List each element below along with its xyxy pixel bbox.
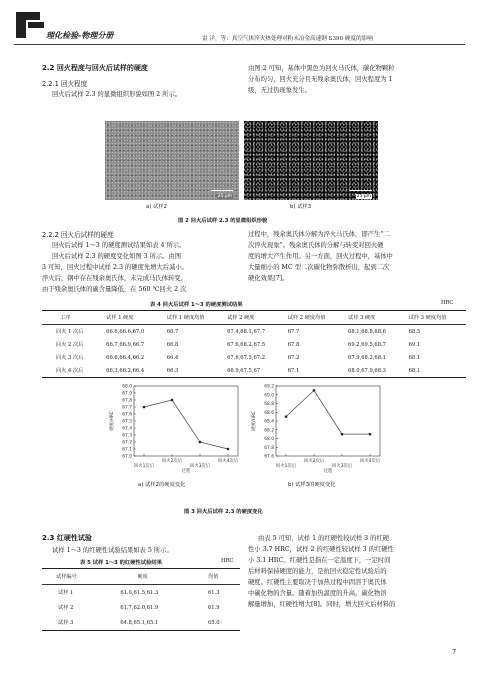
- table-cell: 66.4: [166, 354, 179, 361]
- y-tick-label: 67.6: [264, 454, 274, 460]
- text-line: 由表 5 可知，试样 1 的红硬性较试样 3 的红硬: [258, 535, 390, 542]
- hardness-chart-sample-2: [104, 380, 248, 478]
- text-line: 由于残余奥氏体的碳含量降低，在 560 ℃回火 2 次: [42, 286, 187, 293]
- table-row: [42, 600, 240, 615]
- y-tick-label: 67.2: [122, 440, 132, 446]
- figure-3-label-b: b) 试样3的硬度变化: [288, 482, 336, 488]
- table-cell: 69.2,69.5,68.7: [348, 341, 386, 348]
- figure-2-label-b: b) 试样3: [290, 204, 312, 210]
- x-axis-label: 过程: [181, 469, 191, 474]
- hardness-chart-sample-3: [246, 380, 390, 478]
- y-axis-label: 硬度/HRC: [110, 411, 115, 431]
- table-cell: 67.1: [287, 367, 300, 374]
- right-paragraph-1: [248, 63, 395, 96]
- x-tick-label: 回火2次后: [303, 459, 325, 464]
- text-line: 大量细小的 MC 型二次碳化物弥散析出，起到二次: [248, 264, 390, 271]
- x-tick-label: 回火1次后: [275, 464, 297, 469]
- y-tick-label: 67.6: [122, 412, 132, 418]
- data-point: [285, 415, 288, 418]
- figure-2-label-a: a) 试样2: [146, 204, 167, 210]
- plot-frame: [276, 386, 380, 456]
- text-line: 硬度。红硬性主要取决于加热过程中固溶于奥氏体: [248, 579, 387, 586]
- y-axis-label: 硬度/HRC: [252, 411, 257, 431]
- table-header-cell: 试样 2 硬度: [227, 315, 255, 321]
- y-tick-label: 67.7: [122, 405, 132, 411]
- table-row: [42, 338, 466, 351]
- table-header-cell: 试样 3 硬度: [348, 315, 376, 321]
- left-paragraph-2: [42, 240, 188, 295]
- section-heading-2-2: 2.2 回火程度与回火后试样的硬度: [42, 64, 148, 72]
- x-tick-label: 回火4次后: [359, 459, 381, 464]
- table-cell: 66.8: [166, 341, 179, 348]
- table-cell: 61.0,61.5,61.3: [120, 589, 159, 596]
- y-tick-label: 67.0: [122, 454, 132, 460]
- table-header-cell: 试样 1 硬度: [106, 315, 134, 321]
- table-cell: 67.8: [287, 341, 300, 348]
- table-cell: 回火 3 次后: [56, 355, 84, 361]
- table-4: [42, 310, 466, 378]
- table-cell: 67.7: [287, 328, 300, 335]
- x-tick-label: 回火2次后: [161, 459, 183, 464]
- text-line: 次淬火现象”。残余奥氏体的分解与转变对回火硬: [248, 242, 384, 249]
- figure-3-caption: 图 3 回火后试样 2.3 的硬度变化: [184, 509, 263, 515]
- y-tick-label: 67.8: [122, 398, 132, 404]
- table-row: [42, 351, 466, 364]
- table-row: [42, 325, 466, 339]
- subsection-heading-2-2-1: 2.2.1 回火程度: [42, 80, 88, 88]
- scale-bar: [350, 190, 372, 191]
- table-cell: 67.2: [287, 354, 300, 361]
- table-cell: 试样 2: [58, 605, 74, 611]
- table-5: [42, 568, 240, 631]
- y-tick-label: 67.9: [122, 391, 132, 397]
- figure-3-label-a: a) 试样2的硬度变化: [138, 482, 186, 488]
- table-header-cell: 试样编号: [56, 574, 77, 580]
- data-point: [227, 448, 230, 451]
- table-4-unit: HRC: [441, 300, 454, 306]
- x-tick-label: 回火1次后: [133, 464, 155, 469]
- y-tick-label: 67.5: [122, 419, 132, 425]
- y-tick-label: 67.8: [264, 445, 274, 451]
- y-tick-label: 69.2: [264, 384, 274, 390]
- subsection-heading-2-2-2: 2.2.2 回火后试样的硬度: [42, 231, 114, 239]
- running-title: 雷 洋，等：真空气体淬火热处理对粉末冶金高速钢 S390 硬度的影响: [202, 36, 373, 42]
- table-cell: 试样 3: [58, 620, 74, 626]
- table-header-cell: 硬度: [137, 574, 148, 580]
- text-line: 回火后试样 2.3 的硬度变化如图 3 所示。由图: [52, 253, 182, 260]
- table-row: [42, 615, 240, 631]
- table-cell: 61.9: [207, 604, 220, 611]
- text-line: 硬化效果[7]。: [248, 275, 289, 282]
- y-tick-label: 68.8: [264, 402, 274, 407]
- table-cell: 66.9,67.5,67: [227, 367, 261, 374]
- table-cell: 66.6,66.6,67.0: [106, 328, 145, 335]
- journal-logo: [14, 10, 46, 40]
- text-line: 3 可知，回火过程中试样 2.3 的硬度先增大后减小。: [42, 264, 188, 271]
- table-header-cell: 试样 2 硬度均值: [287, 315, 326, 321]
- table-cell: 回火 2 次后: [56, 342, 84, 348]
- journal-name: 理化检验-物理分册: [46, 31, 114, 40]
- micrograph-sample-3: [244, 121, 378, 200]
- micrograph-sample-2: [105, 121, 239, 200]
- table-cell: 68.5: [408, 328, 421, 335]
- table-cell: 回火 1 次后: [56, 329, 84, 335]
- section-heading-2-3: 2.3 红硬性试验: [42, 534, 92, 542]
- table-5-unit: HRC: [221, 558, 234, 564]
- data-point: [313, 389, 316, 392]
- y-tick-label: 68.0: [122, 384, 132, 390]
- text-line: 由图 2 可知，基体中黑色为回火马氏体，碳化物颗粒: [248, 65, 395, 72]
- data-point: [143, 406, 146, 409]
- table-cell: 试样 1: [58, 590, 74, 596]
- table-row: [42, 364, 466, 378]
- data-point: [341, 433, 344, 436]
- y-tick-label: 67.3: [122, 433, 132, 439]
- header-rule: [14, 44, 465, 45]
- y-tick-label: 68.2: [264, 428, 274, 434]
- table-cell: 68.1: [408, 367, 421, 374]
- table-cell: 66.6,66.4,66.2: [106, 354, 145, 361]
- table-cell: 64.8,65.1,65.1: [120, 619, 159, 626]
- scale-label: 25 μm: [217, 194, 232, 199]
- text-line: 度的增大产生作用。另一方面，回火过程中，基体中: [248, 253, 393, 260]
- table-cell: 67.4,68.1,67.7: [227, 328, 266, 335]
- right-paragraph-3: [248, 533, 395, 610]
- table-cell: 68.0,67.9,68.3: [348, 367, 386, 374]
- table-cell: 65.0: [207, 619, 220, 626]
- x-tick-label: 回火4次后: [217, 459, 239, 464]
- y-tick-label: 68.6: [264, 410, 274, 416]
- table-cell: 67.6,67.5,67.2: [227, 354, 266, 361]
- table-cell: 61.7,62.0,61.9: [120, 604, 159, 611]
- logo-mark-icon: [14, 10, 46, 40]
- table-header-cell: 试样 3 硬度均值: [408, 315, 447, 321]
- table-5-title: 表 5 试样 1～3 的红硬性试验结果: [80, 560, 162, 566]
- y-tick-label: 68.4: [264, 419, 274, 425]
- table-cell: 68.1,68.8,68.6: [348, 328, 386, 335]
- data-point: [171, 399, 174, 402]
- series-line: [286, 390, 370, 434]
- table-cell: 68.1: [408, 354, 421, 361]
- table-header-cell: 工序: [60, 315, 71, 321]
- data-point: [199, 441, 202, 444]
- table-cell: 67.6,68.2,67.5: [227, 341, 266, 348]
- scale-label: 25 μm: [356, 194, 371, 199]
- scale-bar: [211, 190, 233, 191]
- page-number: 7: [452, 648, 457, 656]
- y-tick-label: 67.4: [122, 426, 132, 432]
- text-line: 中碳化物的含量。随着加热温度的升高，碳化物溶: [248, 590, 387, 597]
- paragraph-2-3: 试样 1～3 的红硬性试验结果如表 5 所示。: [52, 547, 173, 554]
- x-tick-label: 回火3次后: [331, 464, 353, 469]
- table-cell: 61.3: [207, 589, 220, 596]
- table-header-cell: 均值: [207, 574, 219, 580]
- text-line: 性小 3.7 HRC，试样 2 的红硬性较试样 3 的红硬性: [248, 546, 394, 553]
- table-cell: 66.7,66.9,66.7: [106, 341, 145, 348]
- table-header-cell: 试样 1 硬度均值: [166, 315, 205, 321]
- paragraph-2-2-1: 回火后试样 2.3 的显微组织形貌如图 2 所示。: [52, 91, 182, 98]
- table-cell: 66.3,66.2,66.4: [106, 367, 145, 374]
- text-line: 小 3.1 HRC。红硬性是指在一定温度下，一定时间: [248, 557, 391, 564]
- text-line: 级，无过热现象发生。: [248, 87, 311, 94]
- series-line: [144, 400, 228, 449]
- right-paragraph-2: [248, 229, 393, 284]
- table-cell: 66.3: [166, 367, 179, 374]
- table-cell: 回火 4 次后: [56, 368, 84, 374]
- y-tick-label: 69.0: [264, 393, 274, 399]
- text-line: 解量增加，红硬性增大[8]。同时，增大回火后材料的: [248, 601, 396, 608]
- table-4-title: 表 4 回火后试样 1～3 的硬度测试结果: [150, 302, 243, 308]
- data-point: [369, 433, 372, 436]
- y-tick-label: 68.0: [264, 437, 274, 442]
- text-line: 后材料保持硬度的能力，是抗回火稳定性试验后的: [248, 568, 387, 575]
- table-cell: 67.9,68.2,68.1: [348, 354, 386, 361]
- text-line: 淬火后，钢中存在残余奥氏体，未完成马氏体转变。: [42, 275, 187, 282]
- text-line: 过程中，残余奥氏体分解为淬火马氏体，即产生“二: [248, 231, 390, 238]
- text-line: 分布均匀，回火充分且无残余奥氏体，回火程度为 1: [248, 76, 393, 83]
- x-axis-label: 过程: [323, 469, 333, 474]
- x-tick-label: 回火3次后: [189, 464, 211, 469]
- y-tick-label: 67.1: [122, 447, 132, 453]
- text-line: 回火后试样 1～3 的硬度测试结果如表 4 所示。: [52, 242, 186, 249]
- table-row: [42, 585, 240, 601]
- figure-2-caption: 图 2 回火后试样 2.3 的显微组织形貌: [178, 218, 268, 224]
- table-cell: 66.7: [166, 328, 179, 335]
- table-cell: 69.1: [408, 341, 421, 348]
